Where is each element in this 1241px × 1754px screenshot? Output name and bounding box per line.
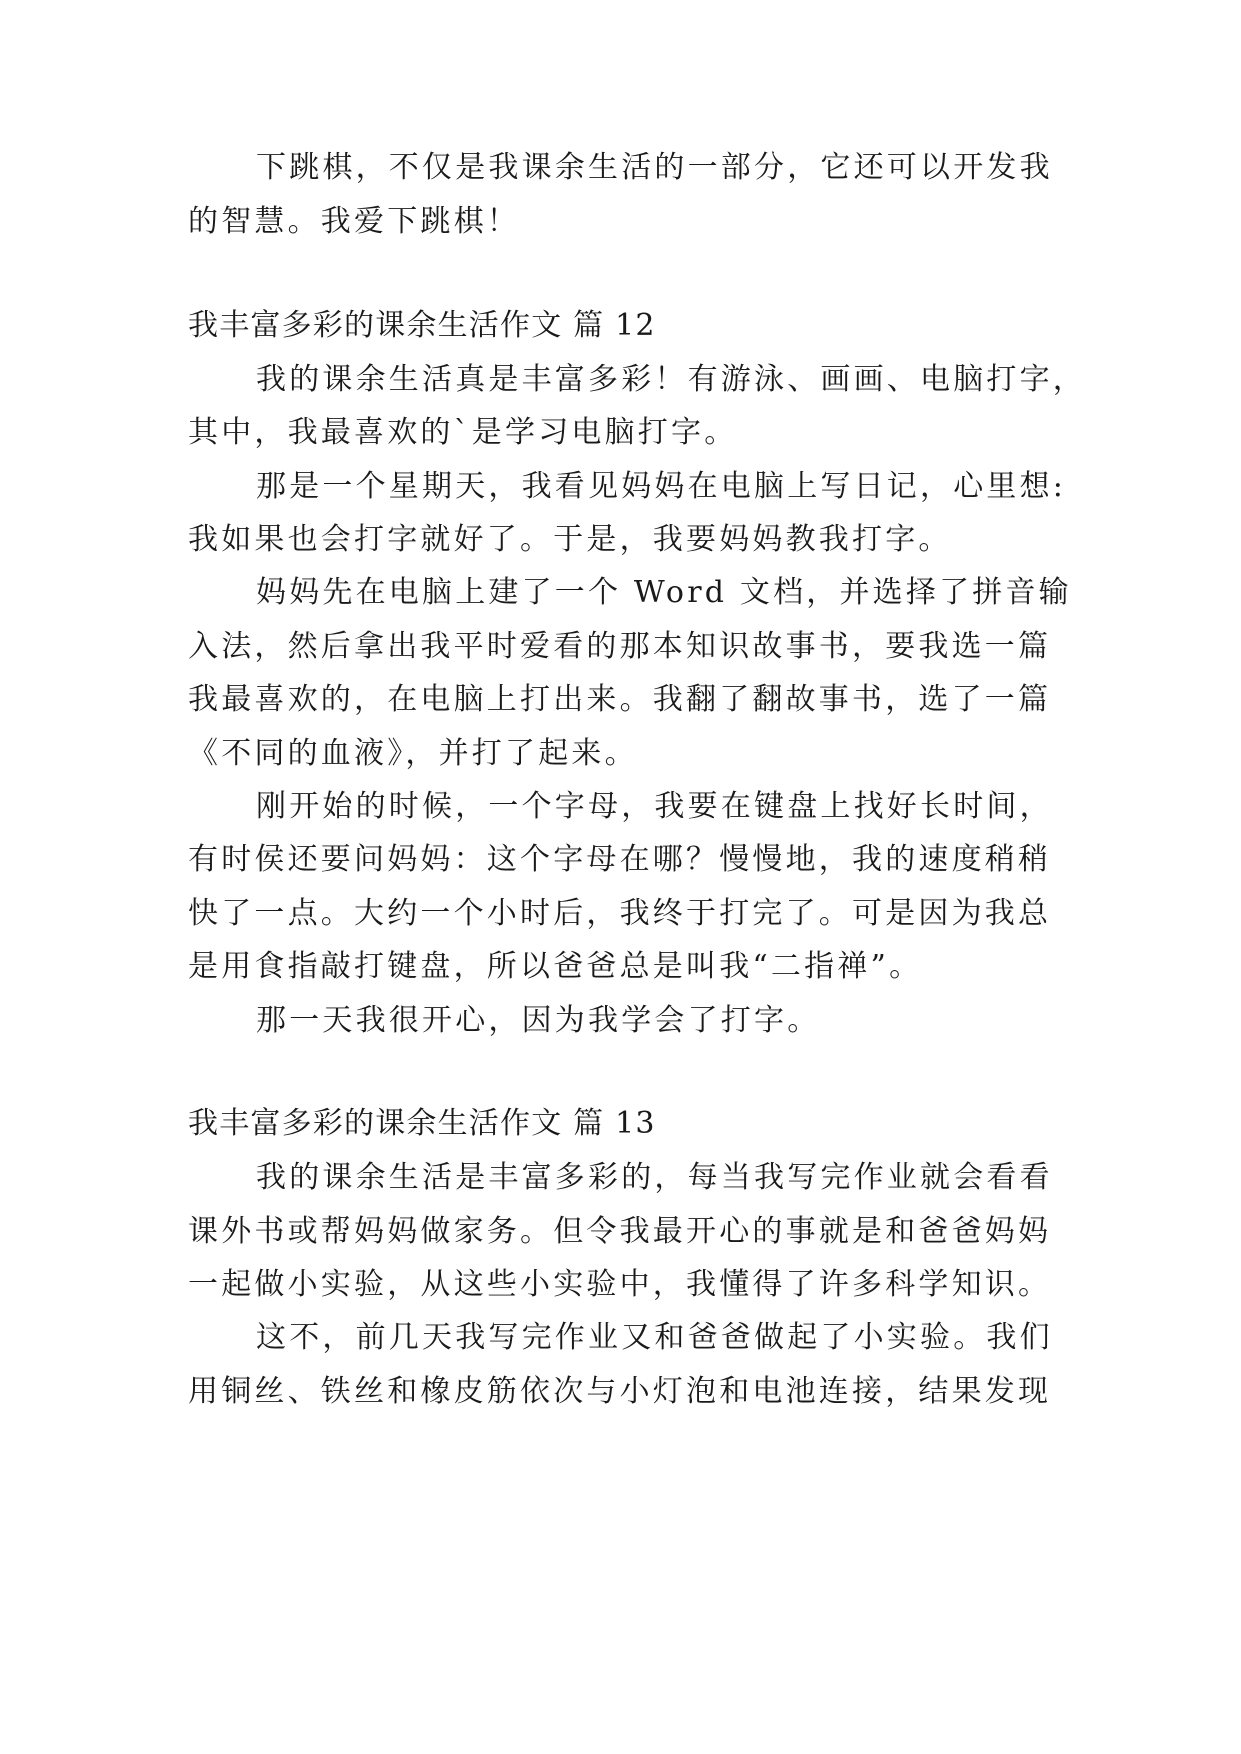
paragraph-line: 用铜丝、铁丝和橡皮筋依次与小灯泡和电池连接，结果发现 bbox=[188, 1374, 1052, 1409]
paragraph-line: 入法，然后拿出我平时爱看的那本知识故事书，要我选一篇 bbox=[188, 629, 1052, 664]
paragraph-line: 我如果也会打字就好了。于是，我要妈妈教我打字。 bbox=[188, 522, 952, 557]
paragraph-line: 我最喜欢的，在电脑上打出来。我翻了翻故事书，选了一篇 bbox=[188, 682, 1052, 717]
paragraph-line: 我的课余生活真是丰富多彩！有游泳、画画、电脑打字， bbox=[256, 362, 1086, 397]
paragraph-line: 那是一个星期天，我看见妈妈在电脑上写日记，心里想: bbox=[256, 469, 1067, 504]
paragraph-line: 妈妈先在电脑上建了一个 Word 文档，并选择了拼音输 bbox=[256, 575, 1072, 610]
paragraph-line: 有时侯还要问妈妈：这个字母在哪？慢慢地，我的速度稍稍 bbox=[188, 842, 1052, 877]
paragraph-line: 刚开始的时候，一个字母，我要在键盘上找好长时间， bbox=[256, 789, 1053, 824]
paragraph-line: 我的课余生活是丰富多彩的，每当我写完作业就会看看 bbox=[256, 1160, 1053, 1195]
paragraph-line: 那一天我很开心，因为我学会了打字。 bbox=[256, 1003, 821, 1038]
paragraph-line: 这不，前几天我写完作业又和爸爸做起了小实验。我们 bbox=[256, 1320, 1053, 1355]
paragraph-line: 是用食指敲打键盘，所以爸爸总是叫我“二指禅”。 bbox=[188, 949, 923, 984]
paragraph-line: 课外书或帮妈妈做家务。但令我最开心的事就是和爸爸妈妈 bbox=[188, 1214, 1052, 1249]
paragraph-line: 一起做小实验，从这些小实验中，我懂得了许多科学知识。 bbox=[188, 1267, 1052, 1302]
section-heading-12: 我丰富多彩的课余生活作文 篇 12 bbox=[188, 308, 656, 343]
paragraph-line: 快了一点。大约一个小时后，我终于打完了。可是因为我总 bbox=[188, 896, 1052, 931]
paragraph-line: 下跳棋，不仅是我课余生活的一部分，它还可以开发我 bbox=[256, 150, 1053, 185]
section-heading-13: 我丰富多彩的课余生活作文 篇 13 bbox=[188, 1106, 656, 1141]
paragraph-line: 《不同的血液》，并打了起来。 bbox=[188, 736, 638, 771]
paragraph-line: 其中，我最喜欢的`是学习电脑打字。 bbox=[188, 415, 738, 450]
paragraph-line: 的智慧。我爱下跳棋！ bbox=[188, 204, 520, 239]
